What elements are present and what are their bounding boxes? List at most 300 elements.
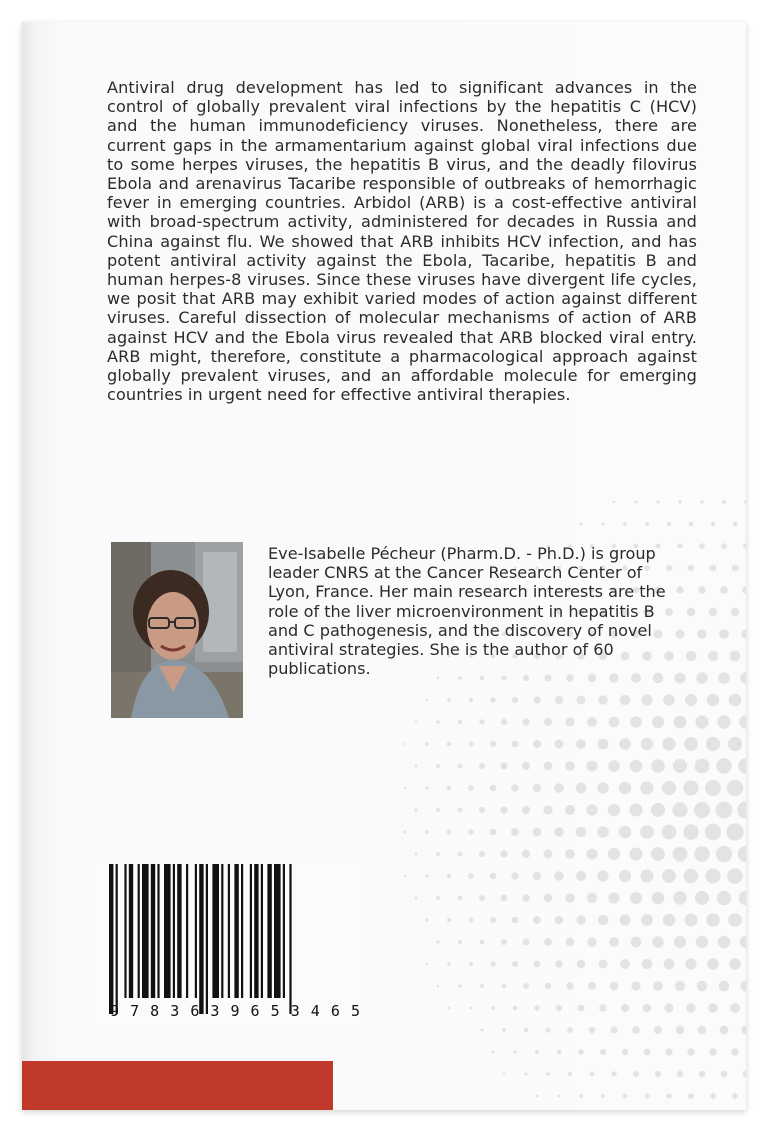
halftone-dot — [731, 1048, 739, 1056]
halftone-dot — [706, 913, 719, 926]
halftone-dot — [587, 717, 597, 727]
halftone-dot — [720, 586, 728, 594]
halftone-dot — [415, 897, 418, 900]
halftone-dot — [576, 783, 587, 794]
halftone-dot — [576, 871, 586, 881]
halftone-dot — [447, 918, 451, 922]
halftone-dot — [567, 1027, 573, 1033]
halftone-dot — [630, 848, 643, 861]
halftone-dot — [662, 869, 676, 883]
halftone-dot — [728, 913, 742, 927]
halftone-dot — [490, 829, 497, 836]
halftone-dot — [716, 802, 733, 819]
halftone-dot — [709, 1048, 717, 1056]
halftone-dot — [631, 937, 642, 948]
halftone-dot — [705, 868, 720, 883]
halftone-dot — [425, 742, 428, 745]
halftone-dot — [673, 891, 687, 905]
halftone-dot — [741, 981, 746, 992]
halftone-dot — [436, 720, 440, 724]
halftone-dot — [500, 850, 507, 857]
halftone-dot — [707, 694, 719, 706]
halftone-dot — [458, 896, 463, 901]
halftone-dot — [730, 651, 741, 662]
halftone-dot — [737, 801, 746, 818]
halftone-dot — [447, 742, 451, 746]
halftone-dot — [696, 672, 707, 683]
halftone-dot — [533, 740, 541, 748]
halftone-dot — [640, 781, 653, 794]
halftone-dot — [716, 846, 732, 862]
halftone-dot — [620, 695, 630, 705]
halftone-dot — [721, 543, 727, 549]
halftone-dot — [643, 1004, 652, 1013]
halftone-dot — [436, 896, 440, 900]
halftone-dot — [501, 719, 507, 725]
halftone-dot — [425, 786, 429, 790]
halftone-dot — [630, 716, 641, 727]
halftone-dot — [630, 760, 643, 773]
halftone-dot — [711, 522, 716, 527]
halftone-dot — [590, 1072, 595, 1077]
halftone-dot — [414, 764, 417, 767]
halftone-dot — [479, 939, 484, 944]
halftone-dot — [437, 985, 439, 987]
halftone-dot — [662, 825, 677, 840]
halftone-dot — [700, 500, 704, 504]
halftone-dot — [741, 629, 746, 639]
halftone-dot — [663, 694, 675, 706]
halftone-dot — [414, 808, 417, 811]
halftone-dot — [722, 500, 726, 504]
halftone-dot — [720, 1026, 729, 1035]
halftone-dot — [524, 1072, 527, 1075]
halftone-dot — [718, 936, 731, 949]
halftone-dot — [686, 1003, 695, 1012]
halftone-dot — [544, 850, 553, 859]
halftone-dot — [662, 737, 675, 750]
halftone-dot — [536, 1095, 539, 1098]
isbn-digit: 5 — [350, 1002, 360, 1020]
halftone-dot — [533, 872, 541, 880]
halftone-dot — [738, 846, 746, 863]
halftone-dot — [588, 982, 596, 990]
halftone-dot — [665, 1004, 674, 1013]
halftone-dot — [599, 960, 608, 969]
halftone-dot — [685, 958, 696, 969]
halftone-dot — [728, 737, 742, 751]
halftone-dot — [404, 831, 407, 834]
halftone-dot — [469, 1006, 472, 1009]
halftone-dot — [557, 1050, 562, 1055]
halftone-dot — [739, 891, 746, 906]
halftone-dot — [644, 1049, 651, 1056]
halftone-dot — [642, 695, 653, 706]
halftone-dot — [719, 629, 729, 639]
halftone-dot — [543, 805, 552, 814]
halftone-dot — [623, 1094, 628, 1099]
halftone-dot — [598, 739, 609, 750]
halftone-dot — [674, 936, 686, 948]
halftone-dot — [436, 852, 440, 856]
halftone-dot — [688, 1093, 694, 1099]
halftone-dot — [554, 783, 564, 793]
halftone-dot — [565, 805, 575, 815]
barcode-bar — [206, 864, 208, 1014]
barcode-bar — [254, 864, 258, 998]
halftone-dot — [492, 1051, 495, 1054]
halftone-dot — [577, 960, 585, 968]
isbn-digit: 3 — [170, 1002, 180, 1020]
halftone-dot — [457, 807, 462, 812]
halftone-dot — [500, 806, 507, 813]
isbn-digit: 3 — [290, 1002, 300, 1020]
halftone-dot — [698, 586, 706, 594]
halftone-dot — [673, 759, 687, 773]
barcode-bar — [157, 864, 159, 998]
halftone-dot — [645, 522, 649, 526]
halftone-dot — [710, 1093, 716, 1099]
halftone-dot — [664, 959, 675, 970]
halftone-dot — [632, 1026, 640, 1034]
halftone-dot — [716, 758, 731, 773]
halftone-dot — [652, 936, 663, 947]
halftone-dot — [490, 961, 495, 966]
halftone-dot — [490, 697, 496, 703]
barcode-bar — [142, 864, 149, 998]
barcode-bar — [212, 864, 219, 998]
halftone-dot — [458, 720, 463, 725]
halftone-dot — [708, 651, 718, 661]
halftone-dot — [635, 501, 638, 504]
halftone-dot — [533, 696, 540, 703]
halftone-dot — [740, 672, 746, 684]
halftone-dot — [674, 716, 687, 729]
halftone-dot — [731, 608, 740, 617]
halftone-dot — [608, 892, 619, 903]
halftone-dot — [611, 1071, 616, 1076]
author-portrait-icon — [111, 542, 243, 718]
halftone-dot — [697, 629, 706, 638]
halftone-dot — [534, 961, 541, 968]
halftone-dot — [708, 1003, 718, 1013]
halftone-dot — [447, 786, 452, 791]
halftone-dot — [556, 1005, 562, 1011]
halftone-dot — [524, 1028, 529, 1033]
halftone-dot — [608, 848, 620, 860]
halftone-dot — [599, 1004, 607, 1012]
halftone-dot — [557, 1094, 560, 1097]
halftone-dot — [426, 963, 428, 965]
barcode-bar — [228, 864, 230, 998]
halftone-dot — [554, 827, 564, 837]
halftone-dot — [667, 522, 671, 526]
halftone-dot — [620, 915, 631, 926]
halftone-dot — [598, 695, 608, 705]
halftone-dot — [511, 828, 519, 836]
halftone-dot — [577, 696, 586, 705]
halftone-dot — [710, 565, 717, 572]
halftone-dot — [651, 759, 664, 772]
halftone-dot — [678, 500, 681, 503]
halftone-dot — [513, 1050, 517, 1054]
book-back-cover — [22, 22, 746, 1110]
halftone-dot — [468, 741, 473, 746]
barcode-bar — [195, 864, 197, 998]
halftone-dot — [600, 1049, 606, 1055]
isbn-digit: 6 — [190, 1002, 200, 1020]
halftone-dot — [447, 962, 450, 965]
halftone-dot — [694, 846, 710, 862]
halftone-dot — [544, 894, 553, 903]
halftone-dot — [566, 938, 575, 947]
halftone-dot — [404, 875, 407, 878]
halftone-dot — [676, 1026, 684, 1034]
halftone-dot — [586, 804, 597, 815]
halftone-dot — [673, 803, 688, 818]
halftone-dot — [468, 785, 474, 791]
book-description: Antiviral drug development has led to significant advances in the control of globally prevalent viral infections by the hepatitis C (HCV) and the human immunodeficiency viruses. Nonetheless, there are current gaps in the armamentarium against global viral infections due to some herpes viruses, the hepatitis B virus, and the deadly filovirus Ebola and arenavirus Tacaribe responsible of outbreaks of hemorrhagic fever in emerging countries. Arbidol (ARB) is a cost-effective antiviral with broad-spectrum activity, administered for decades in Russia and China against flu. We showed that ARB inhibits HCV infection, and has potent antiviral activity against the Ebola, Tacaribe, hepatitis B and human herpes-8 viruses. Since these viruses have divergent life cycles, we posit that ARB may exhibit varied modes of action against different viruses. Careful dissection of molecular mechanisms of action of ARB against HCV and the Ebola virus revealed that ARB blocked viral entry. ARB might, therefore, constitute a pharmacological approach against globally prevalent viruses, and an affordable molecule for emerging countries in urgent need for effective antiviral therapies. — [107, 78, 697, 405]
halftone-dot — [698, 1026, 707, 1035]
halftone-dot — [415, 721, 418, 724]
halftone-dot — [426, 699, 429, 702]
halftone-dot — [689, 522, 694, 527]
halftone-dot — [468, 829, 474, 835]
halftone-dot — [733, 522, 738, 527]
halftone-dot — [565, 761, 575, 771]
barcode-bar — [109, 864, 113, 1014]
isbn-digit: 6 — [330, 1002, 340, 1020]
halftone-dot — [597, 870, 608, 881]
halftone-dot — [545, 1027, 550, 1032]
barcode-bar — [261, 864, 263, 998]
barcode-bar — [283, 864, 285, 998]
halftone-dot — [436, 764, 440, 768]
halftone-dot — [709, 608, 718, 617]
halftone-dot — [685, 694, 697, 706]
halftone-dot — [727, 868, 743, 884]
halftone-dot — [608, 760, 620, 772]
halftone-dot — [522, 806, 530, 814]
halftone-dot — [589, 1027, 595, 1033]
halftone-dot — [694, 802, 710, 818]
halftone-dot — [665, 1048, 672, 1055]
halftone-dot — [555, 916, 564, 925]
halftone-dot — [565, 893, 574, 902]
halftone-dot — [623, 522, 627, 526]
halftone-dot — [534, 1005, 540, 1011]
halftone-dot — [611, 1027, 618, 1034]
halftone-dot — [601, 1094, 605, 1098]
halftone-dot — [469, 918, 474, 923]
halftone-dot — [576, 827, 587, 838]
halftone-dot — [630, 892, 642, 904]
isbn-barcode-icon — [95, 864, 365, 1024]
halftone-dot — [619, 782, 631, 794]
halftone-dot — [717, 715, 730, 728]
barcode-bar — [177, 864, 181, 998]
halftone-dot — [696, 936, 708, 948]
halftone-dot — [587, 849, 598, 860]
halftone-dot — [675, 981, 685, 991]
isbn-digit: 3 — [210, 1002, 220, 1020]
halftone-dot — [719, 981, 730, 992]
halftone-dot — [645, 1094, 650, 1099]
isbn-digit: 8 — [150, 1002, 160, 1020]
halftone-dot — [579, 1094, 583, 1098]
halftone-dot — [447, 698, 451, 702]
barcode-bar — [138, 864, 140, 998]
halftone-dot — [425, 874, 429, 878]
halftone-dot — [654, 1026, 662, 1034]
halftone-dot — [619, 738, 631, 750]
isbn-digit: 5 — [270, 1002, 280, 1020]
halftone-dot — [730, 1003, 740, 1013]
halftone-dot — [544, 938, 552, 946]
halftone-dot — [501, 763, 508, 770]
halftone-dot — [630, 804, 643, 817]
halftone-dot — [522, 718, 529, 725]
halftone-dot — [511, 740, 518, 747]
halftone-dot — [580, 523, 583, 526]
halftone-dot — [705, 780, 721, 796]
halftone-dot — [666, 1093, 671, 1098]
barcode-bar — [267, 864, 271, 998]
halftone-dot — [641, 738, 653, 750]
halftone-dot — [608, 804, 620, 816]
halftone-dot — [683, 780, 698, 795]
halftone-dot — [597, 782, 608, 793]
halftone-dot — [613, 501, 616, 504]
halftone-dot — [554, 871, 563, 880]
halftone-dot — [642, 959, 652, 969]
halftone-dot — [457, 851, 462, 856]
halftone-dot — [425, 830, 429, 834]
halftone-dot — [718, 672, 730, 684]
halftone-dot — [502, 1028, 506, 1032]
halftone-dot — [555, 696, 563, 704]
halftone-dot — [545, 983, 552, 990]
halftone-dot — [522, 762, 530, 770]
halftone-dot — [651, 803, 665, 817]
barcode-bar — [241, 864, 243, 998]
halftone-dot — [414, 852, 417, 855]
barcode-bar — [164, 864, 171, 998]
halftone-dot — [695, 759, 710, 774]
halftone-dot — [732, 565, 739, 572]
halftone-dot — [533, 784, 542, 793]
halftone-dot — [687, 608, 695, 616]
halftone-dot — [683, 824, 699, 840]
halftone-dot — [512, 917, 519, 924]
halftone-dot — [609, 717, 620, 728]
halftone-dot — [619, 870, 631, 882]
halftone-dot — [739, 715, 746, 729]
isbn-digit: 7 — [130, 1002, 140, 1020]
halftone-dot — [587, 893, 597, 903]
halftone-dot — [729, 694, 742, 707]
halftone-dot — [522, 894, 530, 902]
halftone-dot — [568, 1072, 572, 1076]
halftone-dot — [695, 891, 709, 905]
halftone-dot — [729, 958, 741, 970]
halftone-dot — [738, 758, 746, 774]
halftone-dot — [609, 937, 619, 947]
halftone-dot — [544, 718, 552, 726]
barcode-bar — [289, 864, 291, 1014]
halftone-dot — [578, 1049, 583, 1054]
halftone-dot — [601, 522, 604, 525]
isbn-digit: 6 — [250, 1002, 260, 1020]
halftone-dot — [688, 565, 694, 571]
halftone-dot — [479, 851, 485, 857]
halftone-dot — [576, 739, 586, 749]
halftone-dot — [436, 940, 439, 943]
halftone-dot — [544, 762, 553, 771]
halftone-dot — [576, 915, 585, 924]
author-photo — [111, 542, 243, 718]
halftone-dot — [726, 823, 743, 840]
halftone-dot — [587, 761, 598, 772]
halftone-dot — [491, 1006, 495, 1010]
red-accent-bar — [22, 1061, 333, 1110]
halftone-dot — [740, 936, 746, 949]
halftone-dot — [717, 891, 731, 905]
halftone-dot — [523, 939, 530, 946]
halftone-dot — [490, 873, 497, 880]
halftone-dot — [448, 1007, 450, 1009]
halftone-dot — [656, 500, 659, 503]
isbn-digit: 4 — [310, 1002, 320, 1020]
barcode-bar — [186, 864, 188, 998]
barcode-bar — [151, 864, 155, 998]
halftone-dot — [469, 698, 474, 703]
halftone-dot — [598, 915, 608, 925]
halftone-dot — [513, 1006, 518, 1011]
halftone-dot — [447, 830, 452, 835]
halftone-dot — [458, 764, 463, 769]
halftone-dot — [490, 741, 496, 747]
halftone-dot — [468, 873, 474, 879]
barcode-bar — [250, 864, 252, 998]
halftone-dot — [619, 826, 632, 839]
halftone-dot — [695, 715, 708, 728]
halftone-dot — [522, 850, 530, 858]
halftone-dot — [447, 874, 452, 879]
halftone-dot — [721, 1071, 728, 1078]
halftone-dot — [533, 916, 541, 924]
halftone-dot — [587, 937, 596, 946]
barcode-bar — [129, 864, 133, 998]
barcode-bar — [199, 864, 203, 1014]
halftone-dot — [687, 1048, 694, 1055]
halftone-dot — [663, 914, 675, 926]
isbn-digit: 9 — [110, 1002, 120, 1020]
halftone-dot — [673, 847, 688, 862]
halftone-dot — [512, 697, 518, 703]
halftone-dot — [707, 958, 719, 970]
halftone-dot — [727, 780, 743, 796]
halftone-dot — [697, 981, 707, 991]
halftone-dot — [705, 824, 721, 840]
halftone-dot — [566, 718, 575, 727]
barcode-bar — [221, 864, 223, 998]
halftone-dot — [699, 1071, 706, 1078]
halftone-dot — [502, 984, 507, 989]
halftone-dot — [742, 586, 746, 594]
halftone-dot — [578, 1005, 585, 1012]
halftone-dot — [744, 500, 746, 504]
